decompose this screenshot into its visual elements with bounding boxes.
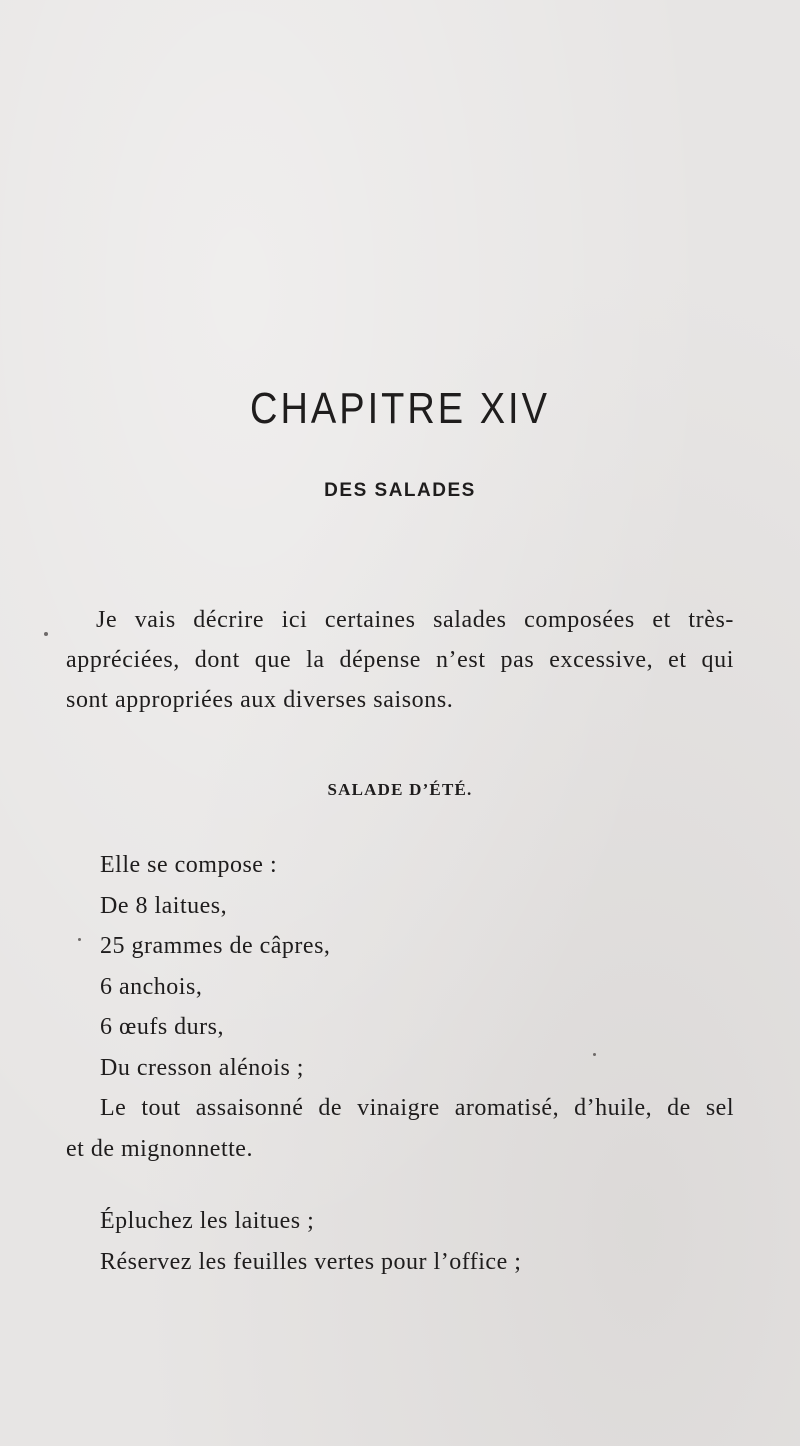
chapter-subtitle: DES SALADES — [324, 480, 476, 501]
paper-speck — [593, 1053, 596, 1056]
instruction-line: Réservez les feuilles vertes pour l’office ; — [100, 1248, 522, 1275]
paper-speck — [78, 938, 81, 941]
ingredient-line: 6 œufs durs, — [100, 1014, 224, 1040]
ingredient-line: De 8 laitues, — [100, 892, 228, 919]
recipe-body — [66, 845, 734, 1282]
recipe-line: et de mignonnette. — [66, 1135, 253, 1162]
intro-line: sont appropriées aux diverses saisons. — [66, 687, 454, 713]
recipe-line: Elle se compose : — [100, 852, 278, 878]
intro-line: Je vais décrire ici certaines salades composées et très- — [96, 607, 734, 633]
ingredient-line: 6 anchois, — [100, 973, 203, 1000]
ingredient-line: Du cresson alénois ; — [100, 1054, 304, 1081]
paper-speck — [44, 632, 48, 636]
intro-line: appréciées, dont que la dépense n’est pas excessive, et qui — [66, 647, 734, 673]
recipe-line: Le tout assaisonné de vinaigre aromatisé, d’huile, de sel — [100, 1095, 734, 1121]
ingredient-line: 25 grammes de câpres, — [100, 933, 331, 959]
intro-paragraph — [66, 600, 734, 720]
instruction-line: Épluchez les laitues ; — [100, 1208, 315, 1234]
paragraph-gap — [66, 1169, 734, 1201]
recipe-heading: SALADE D’ÉTÉ. — [327, 780, 473, 799]
chapter-title: CHAPITRE XIV — [250, 385, 550, 434]
